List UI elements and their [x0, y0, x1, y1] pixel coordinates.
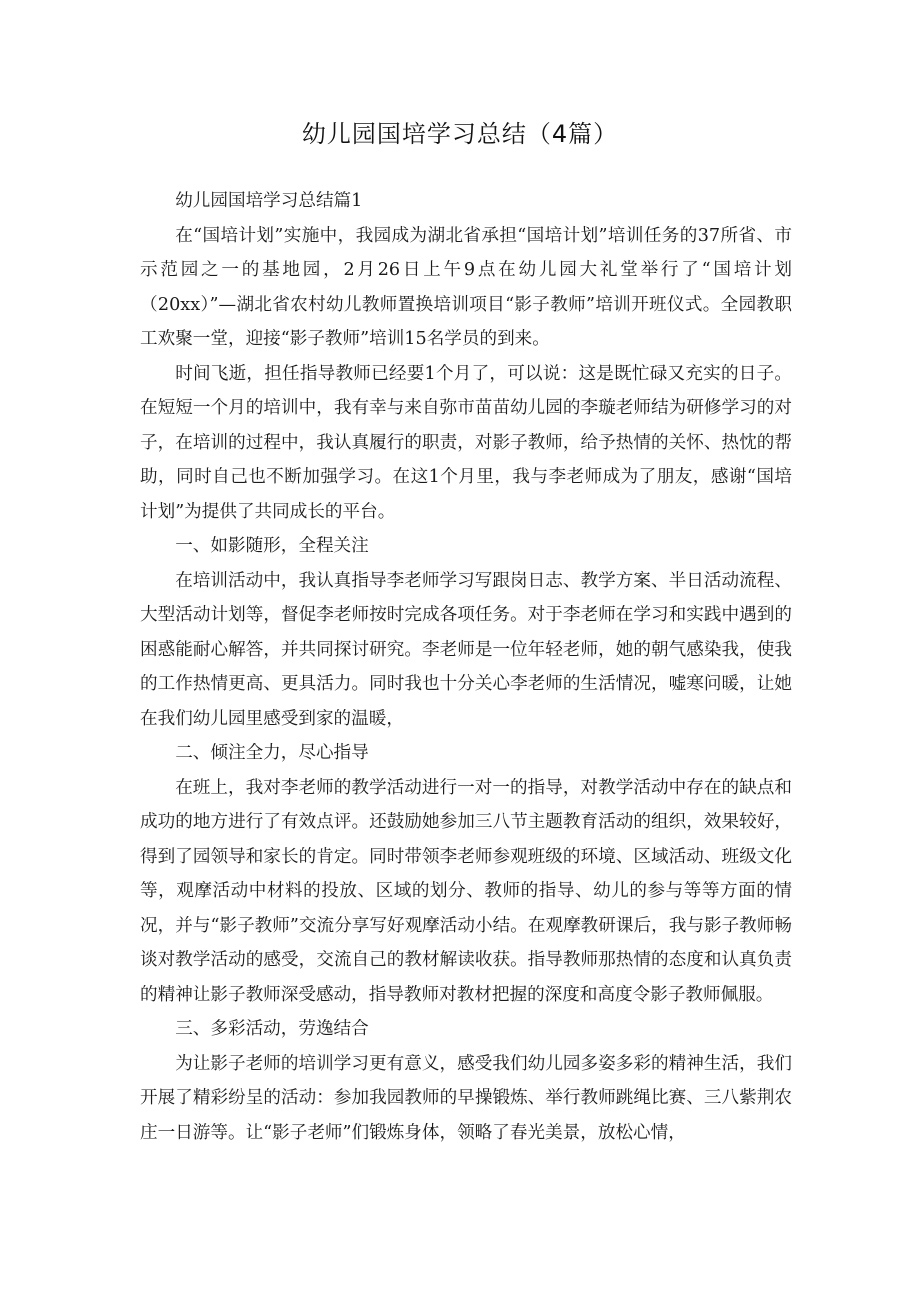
section-heading-1: 一、如影随形，全程关注: [175, 536, 369, 556]
paragraph-5: 为让影子老师的培训学习更有意义，感受我们幼儿园多姿多彩的精神生活，我们开展了精彩纷呈的活动：参加我园教师的早操锻炼、举行教师跳绳比赛、三八紫荆农庄一日游等。让“影子老师”们锻炼身体，领略了春光美景，放松心情，: [140, 1053, 792, 1143]
paragraph-1: 在“国培计划”实施中，我园成为湖北省承担“国培计划”培训任务的37所省、市示范园之一的基地园，2月26日上午9点在幼儿园大礼堂举行了“国培计划（20xx）”—湖北省农村幼儿教师置换培训项目“影子教师”培训开班仪式。全园教职工欢聚一堂，迎接“影子教师”培训15名学员的到来。: [140, 225, 792, 349]
section-heading-article-1: 幼儿园国培学习总结篇1: [175, 191, 363, 211]
document-body: [140, 184, 792, 1150]
paragraph-2: 时间飞逝，担任指导教师已经要1个月了，可以说：这是既忙碌又充实的日子。在短短一个月的培训中，我有幸与来自弥市苗苗幼儿园的李璇老师结为研修学习的对子，在培训的过程中，我认真履行的职责，对影子教师，给予热情的关怀、热忱的帮助，同时自己也不断加强学习。在这1个月里，我与李老师成为了朋友，感谢“国培计划”为提供了共同成长的平台。: [140, 363, 792, 522]
section-heading-3: 三、多彩活动，劳逸结合: [175, 1019, 369, 1039]
paragraph-3: 在培训活动中，我认真指导李老师学习写跟岗日志、教学方案、半日活动流程、大型活动计划等，督促李老师按时完成各项任务。对于李老师在学习和实践中遇到的困惑能耐心解答，并共同探讨研究。李老师是一位年轻老师，她的朝气感染我，使我的工作热情更高、更具活力。同时我也十分关心李老师的生活情况，嘘寒问暖，让她在我们幼儿园里感受到家的温暖，: [140, 570, 792, 729]
paragraph-4: 在班上，我对李老师的教学活动进行一对一的指导，对教学活动中存在的缺点和成功的地方进行了有效点评。还鼓励她参加三八节主题教育活动的组织，效果较好，得到了园领导和家长的肯定。同时带领李老师参观班级的环境、区域活动、班级文化等，观摩活动中材料的投放、区域的划分、教师的指导、幼儿的参与等等方面的情况，并与“影子教师”交流分享写好观摩活动小结。在观摩教研课后，我与影子教师畅谈对教学活动的感受，交流自己的教材解读收获。指导教师那热情的态度和认真负责的精神让影子教师深受感动，指导教师对教材把握的深度和高度令影子教师佩服。: [140, 777, 792, 1005]
section-heading-2: 二、倾注全力，尽心指导: [175, 743, 369, 763]
document-title: 幼儿园国培学习总结（4篇）: [301, 120, 619, 148]
